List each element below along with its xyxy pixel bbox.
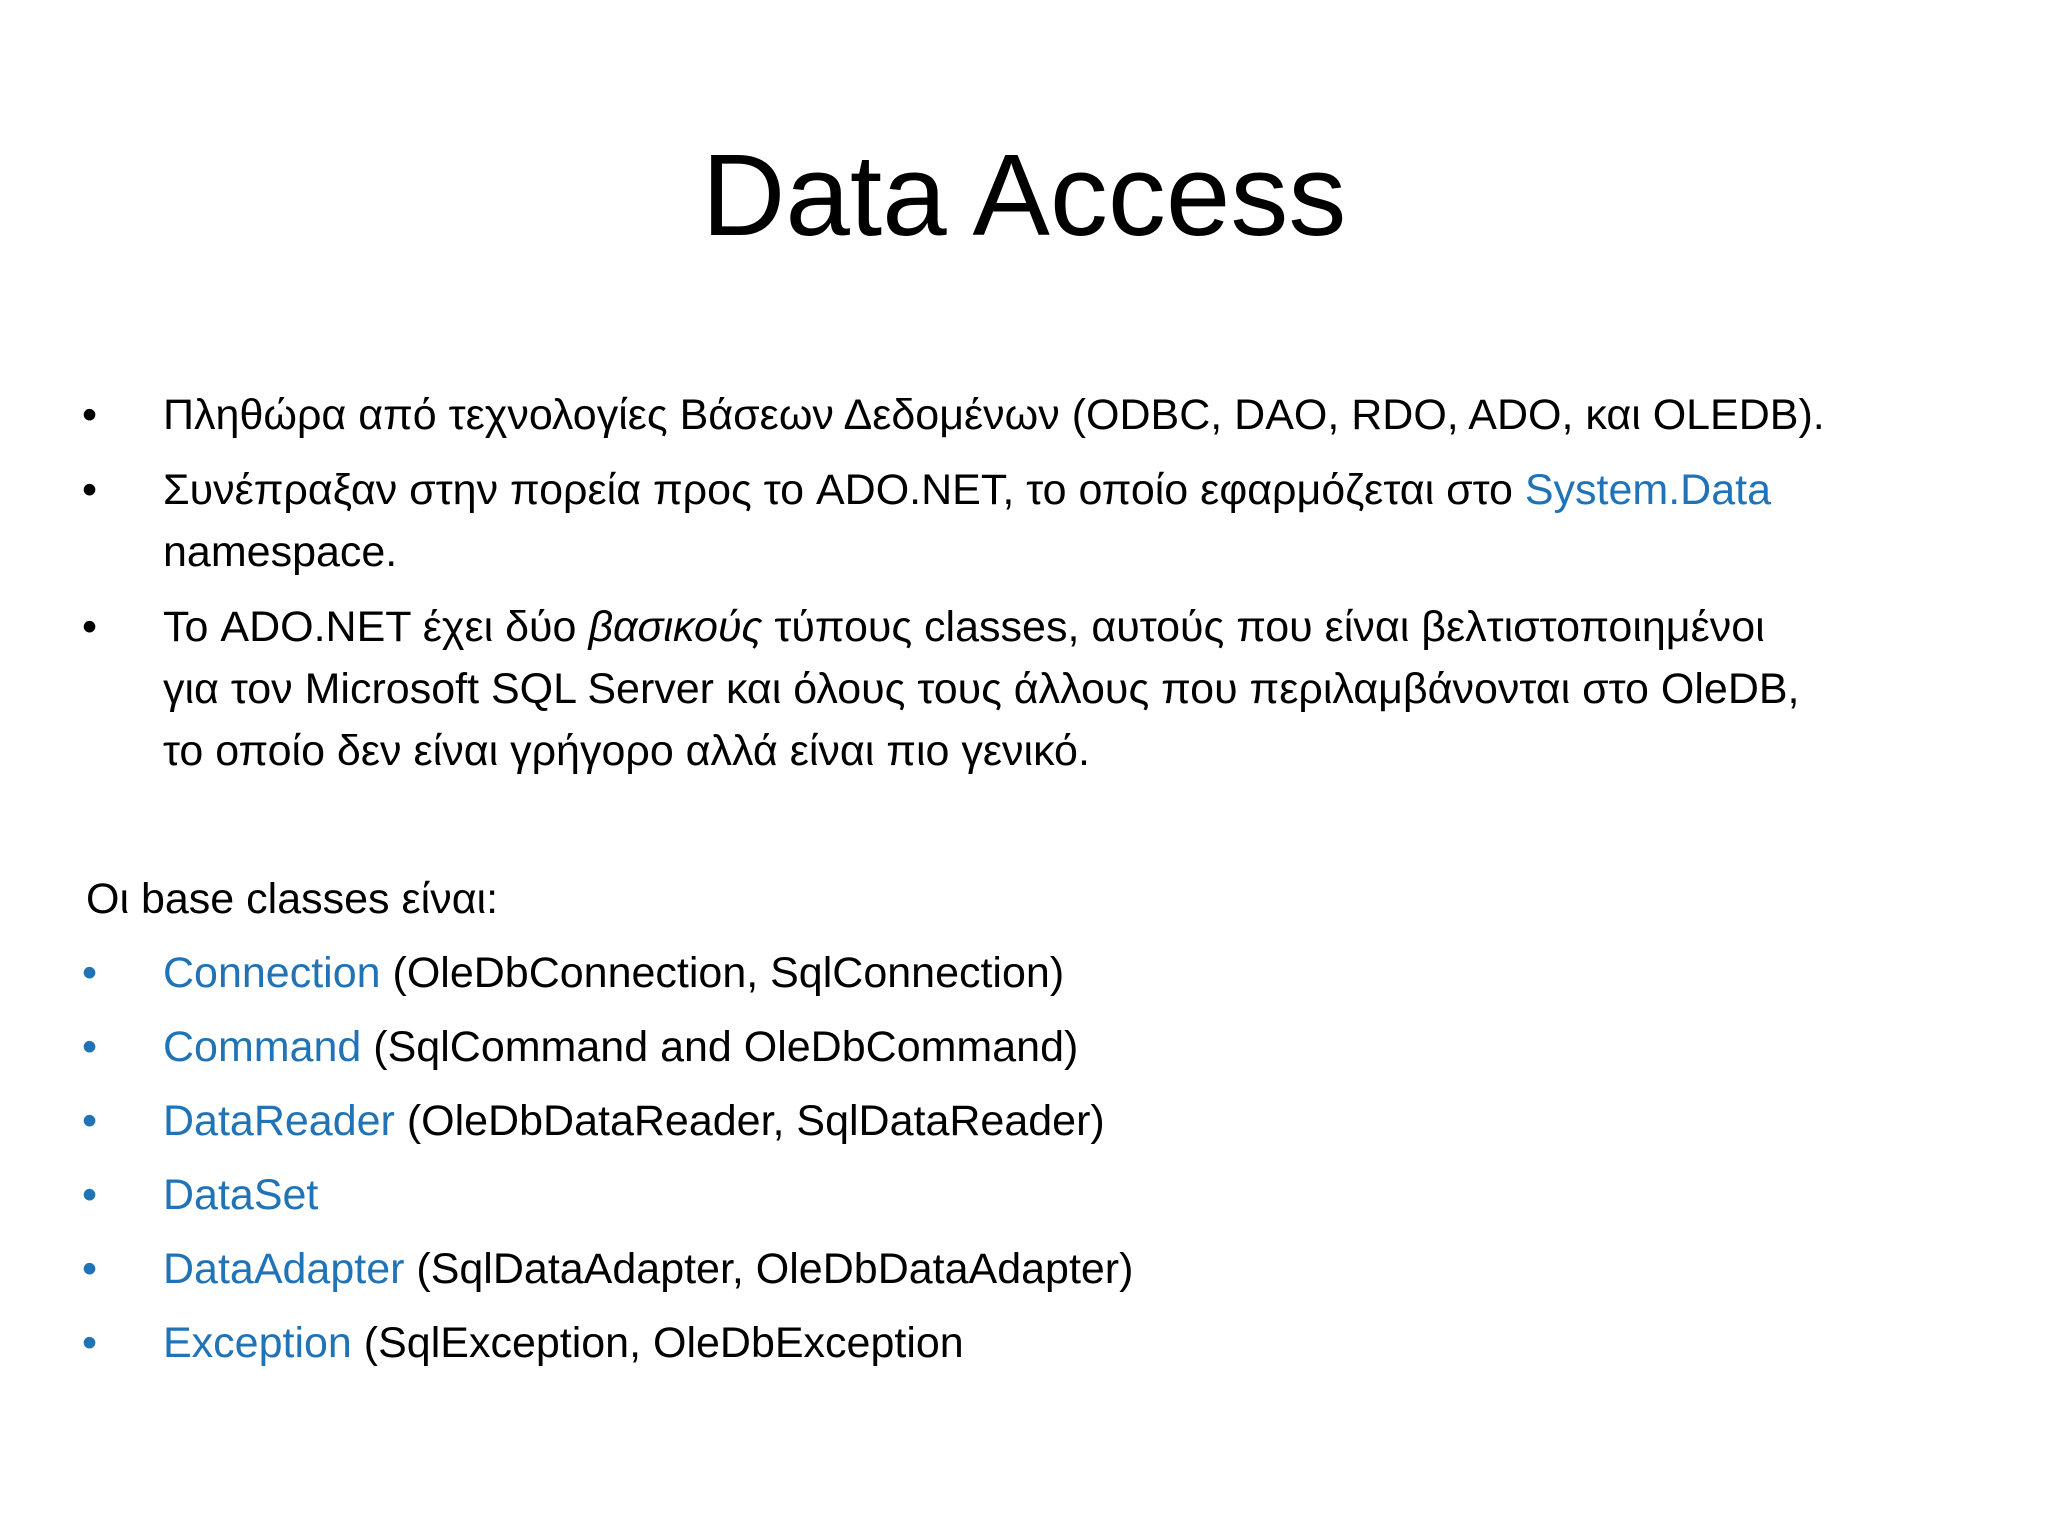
bullet-text	[163, 459, 1993, 583]
bullet-text-part: Το ADO.NET έχει δύο	[163, 603, 589, 651]
bullet-text-part: Συνέπραξαν στην πορεία προς το ADO.NET, το οποίο εφαρμόζεται στο	[163, 466, 1525, 514]
slide-title: Data Access	[701, 130, 1347, 260]
class-name: Command	[163, 1023, 362, 1071]
bullet-marker: •	[82, 466, 98, 514]
bullet-marker: •	[82, 1319, 98, 1367]
bullet-marker: •	[82, 1097, 98, 1145]
bullet-text	[163, 1312, 1993, 1374]
emphasis-text: βασικούς	[588, 603, 763, 651]
bullet-text-part: τύπους classes, αυτούς που είναι βελτιστοποιημένοι	[762, 603, 1765, 651]
bullet-text	[163, 1164, 1993, 1226]
namespace-link: System.Data	[1524, 466, 1771, 514]
bullet-text	[163, 596, 1993, 782]
bullet-text-part: για τον Microsoft SQL Server και όλους τους άλλους που περιλαμβάνονται στο OleDB,	[163, 665, 1800, 713]
bullet-marker: •	[82, 391, 98, 439]
class-detail: (SqlException, OleDbException	[351, 1319, 964, 1367]
class-detail: (SqlCommand and OleDbCommand)	[361, 1023, 1079, 1071]
bullet-text-part: το οποίο δεν είναι γρήγορο αλλά είναι πιο γενικό.	[163, 727, 1090, 775]
bullet-text: Πληθώρα από τεχνολογίες Βάσεων Δεδομένων (ODBC, DAO, RDO, ADO, και OLEDB).	[163, 391, 1825, 439]
class-name: DataAdapter	[163, 1245, 405, 1293]
bullet-text	[163, 942, 1993, 1004]
bullet-marker: •	[82, 1023, 98, 1071]
class-name: Exception	[163, 1319, 352, 1367]
class-name: DataSet	[163, 1171, 319, 1219]
bullet-text	[163, 1090, 1993, 1152]
bullet-text	[163, 1016, 1993, 1078]
bullet-marker: •	[82, 949, 98, 997]
bullet-marker: •	[82, 1245, 98, 1293]
class-name: Connection	[163, 949, 381, 997]
base-classes-heading: Οι base classes είναι:	[86, 875, 499, 923]
bullet-text-part: namespace.	[163, 528, 398, 576]
bullet-marker: •	[82, 1171, 98, 1219]
class-name: DataReader	[163, 1097, 395, 1145]
class-detail: (OleDbConnection, SqlConnection)	[380, 949, 1065, 997]
bullet-text	[163, 1238, 1993, 1300]
class-detail: (OleDbDataReader, SqlDataReader)	[394, 1097, 1105, 1145]
bullet-marker: •	[82, 603, 98, 651]
class-detail: (SqlDataAdapter, OleDbDataAdapter)	[404, 1245, 1134, 1293]
